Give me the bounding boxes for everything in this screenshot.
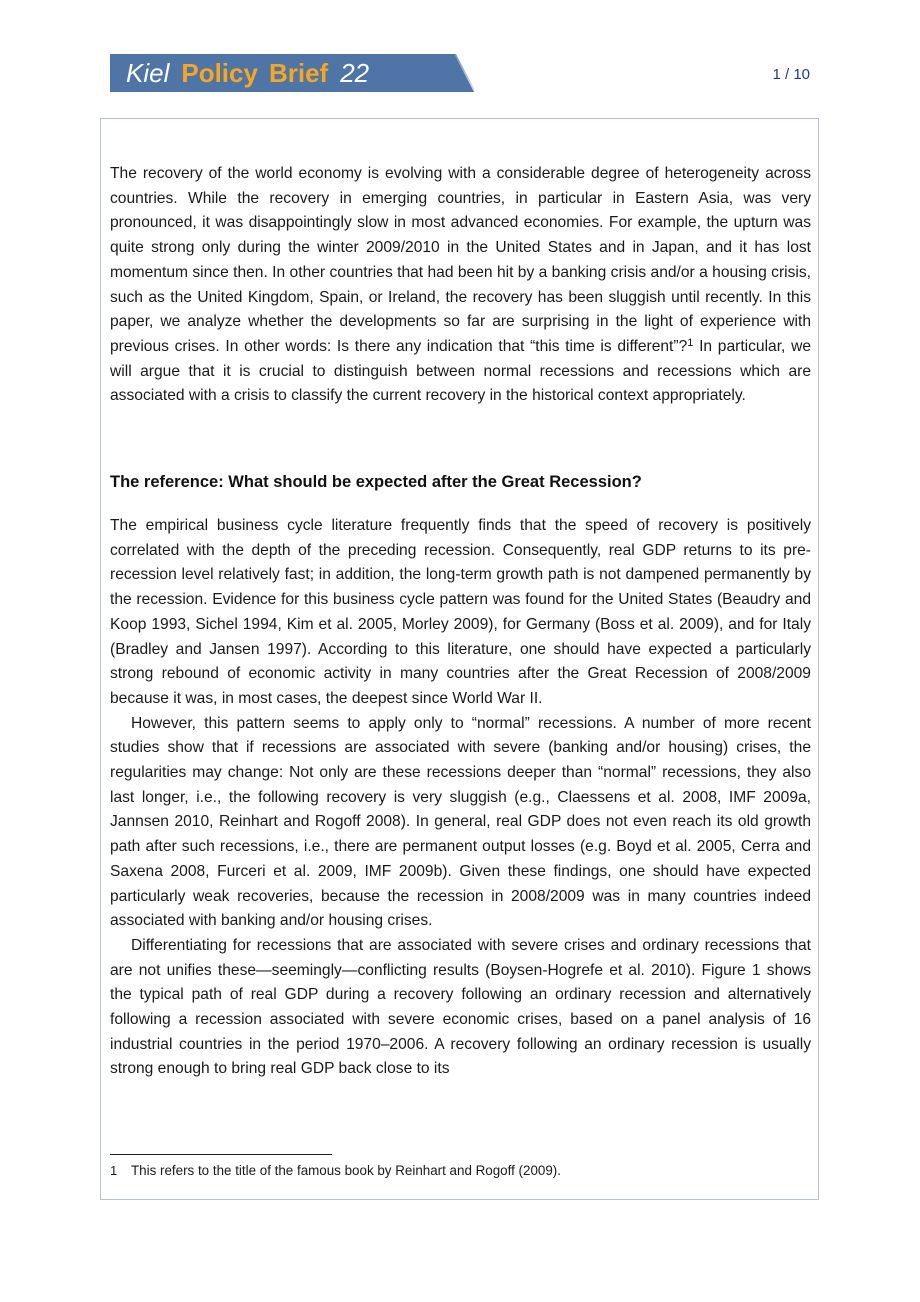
footnote-divider [110,1154,332,1155]
footnote [110,1162,561,1180]
body-paragraph-2: However, this pattern seems to apply only to “normal” recessions. A number of more recent studies show that if recessions are associated with severe (banking and/or housing) crises, the regularities may change: Not only are these recessions deeper than “normal” recessions, they also last longer, i.e., the following recovery is very sluggish (e.g., Claessens et al. 2008, IMF 2009a, Jannsen 2010, Reinhart and Rogoff 2008). In general, real GDP does not even reach its old growth path after such recessions, i.e., there are permanent output losses (e.g. Boyd et al. 2005, Cerra and Saxena 2008, Furceri et al. 2009, IMF 2009b). Given these findings, one should have expected particularly weak recoveries, because the recession in 2008/2009 was in many countries indeed associated with banking and/or housing crises. [110,714,811,930]
section-heading: The reference: What should be expected after the Great Recession? [110,473,642,491]
header-banner [110,54,474,92]
page-indicator: 1 / 10 [772,66,810,83]
brand-brief: Brief [268,58,329,88]
section-body [110,514,811,1082]
body-paragraph-1: The empirical business cycle literature frequently finds that the speed of recovery is positively correlated with the depth of the preceding recession. Consequently, real GDP returns to its pre-recession level relatively fast; in addition, the long-term growth path is not dampened permanently by the recession. Evidence for this business cycle pattern was found for the United States (Beaudry and Koop 1993, Sichel 1994, Kim et al. 2005, Morley 2009), for Germany (Boss et al. 2009), and for Italy (Bradley and Jansen 1997). According to this literature, one should have expected a particularly strong rebound of economic activity in many countries after the Great Recession of 2008/2009 because it was, in most cases, the deepest since World War II. [110,517,811,707]
brand-kiel: Kiel [126,58,170,88]
intro-paragraph [110,162,811,409]
intro-section [110,162,811,409]
footnote-text: This refers to the title of the famous book by Reinhart and Rogoff (2009). [131,1163,561,1178]
intro-text-part2: In particular, we will argue that it is crucial to distinguish between normal recessions and recessions which are associated with a crisis to classify the current recovery in the historical context appropriately. [110,337,812,405]
footnote-reference: 1 [687,336,694,349]
brand-policy: Policy [181,58,258,88]
issue-number: 22 [340,58,370,88]
footnote-number: 1 [110,1163,118,1178]
body-paragraph-3: Differentiating for recessions that are associated with severe crises and ordinary recessions that are not unifies these—seemingly—conflicting results (Boysen-Hogrefe et al. 2010). Figure 1 shows the typical path of real GDP during a recovery following an ordinary recession and alternatively following a recession associated with severe economic crises, based on a panel analysis of 16 industrial countries in the period 1970–2006. A recovery following an ordinary recession is usually strong enough to bring real GDP back close to its [110,936,811,1078]
intro-text-part1: The recovery of the world economy is evolving with a considerable degree of heterogeneity across countries. While the recovery in emerging countries, in particular in Eastern Asia, was very pronounced, it was disappointingly slow in most advanced economies. For example, the upturn was quite strong only during the winter 2009/2010 in the United States and in Japan, and it has lost momentum since then. In other countries that had been hit by a banking crisis and/or a housing crisis, such as the United Kingdom, Spain, or Ireland, the recovery has been sluggish until recently. In this paper, we analyze whether the developments so far are surprising in the light of experience with previous crises. In other words: Is there any indication that “this time is different”? [110,165,811,355]
publication-title [126,57,369,89]
